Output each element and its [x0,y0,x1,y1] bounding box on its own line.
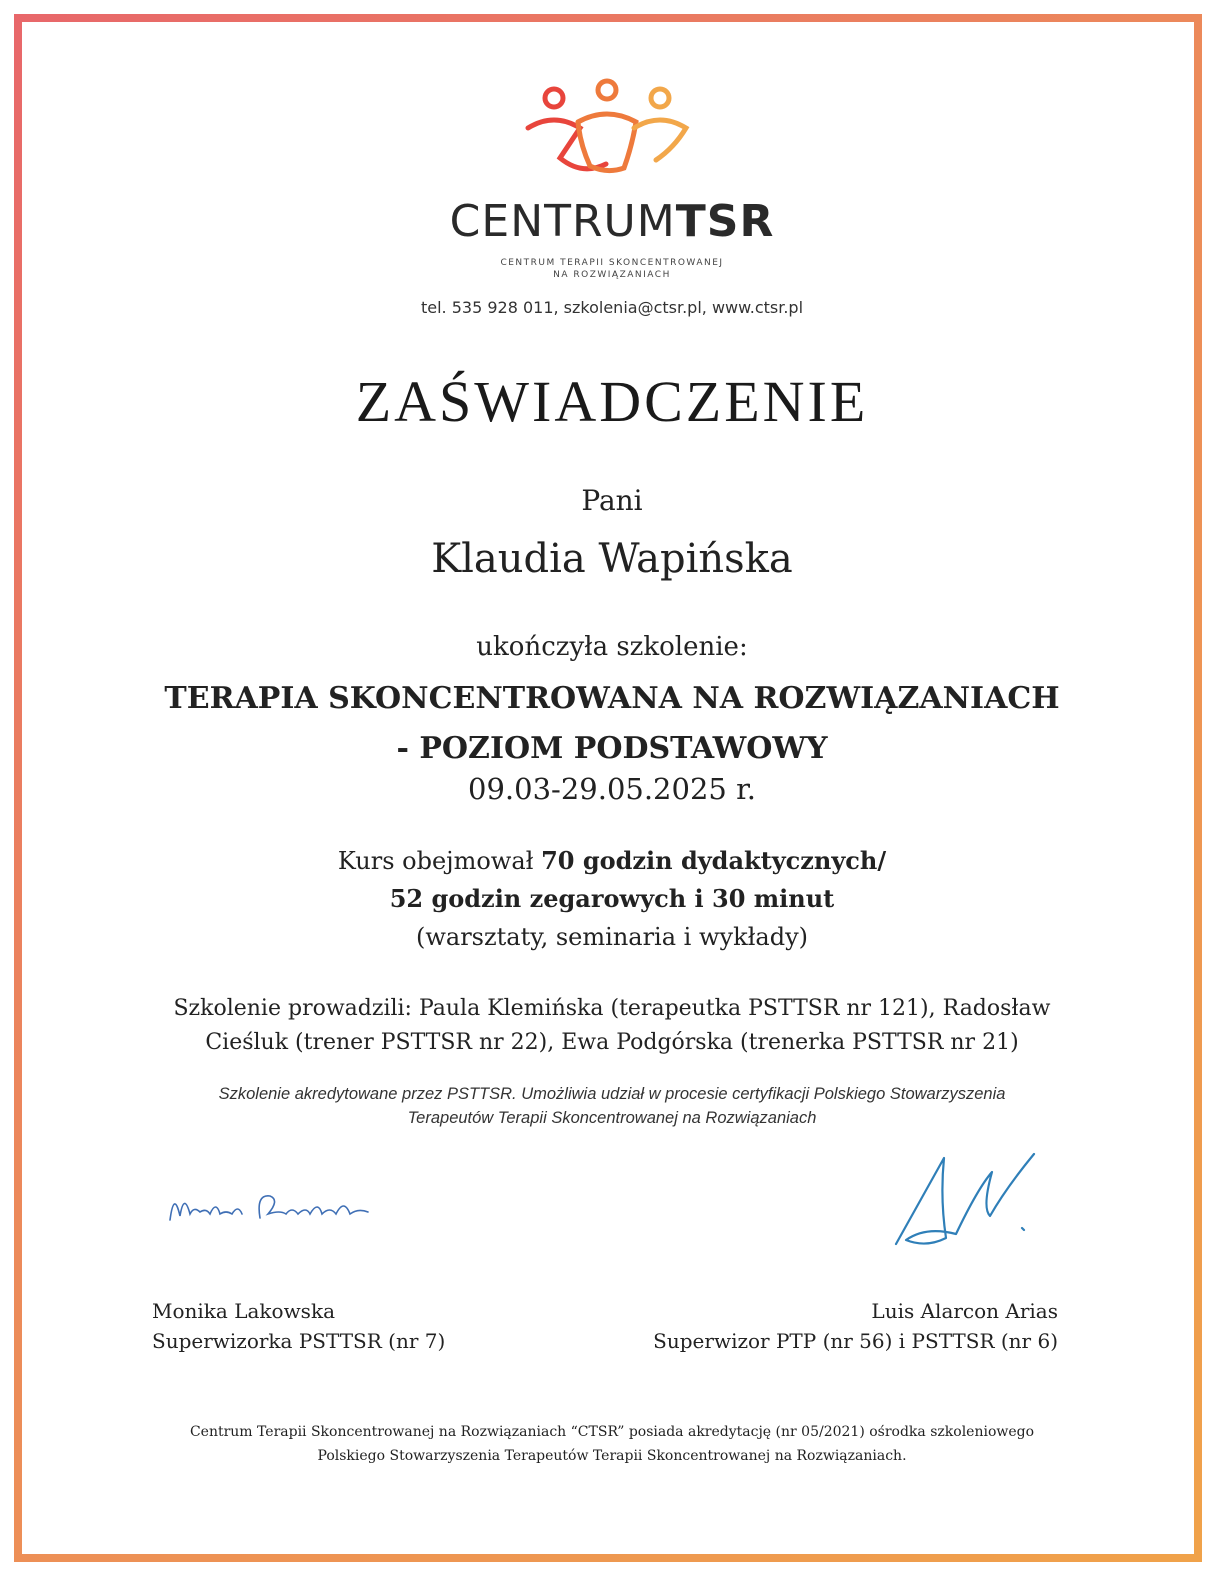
hours-bold-1: 70 godzin dydaktycznych/ [541,846,887,875]
course-title-line2: - POZIOM PODSTAWOWY [396,731,828,766]
signatory-right-name: Luis Alarcon Arias [871,1299,1058,1323]
course-dates: 09.03-29.05.2025 r. [468,772,756,806]
accreditation-note [0,1082,1224,1130]
signature-right-icon [886,1148,1046,1258]
brand-name-light: CENTRUM [449,196,676,247]
brand-name-bold: TSR [675,196,775,247]
recipient-name: Klaudia Wapińska [431,536,793,582]
ctsr-logo-icon [520,78,700,178]
signatory-left [152,1296,445,1356]
contact-info: tel. 535 928 011, szkolenia@ctsr.pl, www.ctsr.pl [420,298,804,317]
brand-subtitle-1: CENTRUM TERAPII SKONCENTROWANEJ [500,258,724,268]
accreditation-line1: Szkolenie akredytowane przez PSTTSR. Umożliwia udział w procesie certyfikacji Polskiego Stowarzyszenia [218,1085,1006,1103]
hours-note: (warsztaty, seminaria i wykłady) [415,923,808,951]
salutation: Pani [581,484,643,517]
signatory-right-role: Superwizor PTP (nr 56) i PSTTSR (nr 6) [653,1329,1058,1353]
hours-prefix: Kurs obejmował [337,847,542,875]
accreditation-line2: Terapeutów Terapii Skoncentrowanej na Rozwiązaniach [407,1109,817,1127]
trainers-line2: Cieśluk (trener PSTTSR nr 22), Ewa Podgórska (trenerka PSTTSR nr 21) [205,1030,1019,1055]
brand-name [0,196,1224,247]
course-hours [0,842,1224,956]
hours-bold-2: 52 godzin zegarowych i 30 minut [389,884,835,913]
certificate-title: ZAŚWIADCZENIE [355,369,869,434]
trainers-line1: Szkolenie prowadzili: Paula Klemińska (terapeutka PSTTSR nr 121), Radosław [173,996,1051,1021]
completed-text: ukończyła szkolenie: [476,632,748,662]
course-title-line1: TERAPIA SKONCENTROWANA NA ROZWIĄZANIACH [164,681,1060,716]
signatory-left-name: Monika Lakowska [152,1299,335,1323]
course-title [0,674,1224,774]
signatory-left-role: Superwizorka PSTTSR (nr 7) [152,1329,446,1353]
footer-line1: Centrum Terapii Skoncentrowanej na Rozwiązaniach “CTSR” posiada akredytację (nr 05/2021) ośrodka szkoleniowego [189,1424,1035,1440]
footer-line2: Polskiego Stowarzyszenia Terapeutów Terapii Skoncentrowanej na Rozwiązaniach. [317,1448,907,1464]
signature-left-icon [160,1170,390,1240]
trainers [0,992,1224,1060]
footer-note [0,1420,1224,1468]
signatory-right [653,1296,1058,1356]
brand-subtitle-2: NA ROZWIĄZANIACH [553,270,671,280]
